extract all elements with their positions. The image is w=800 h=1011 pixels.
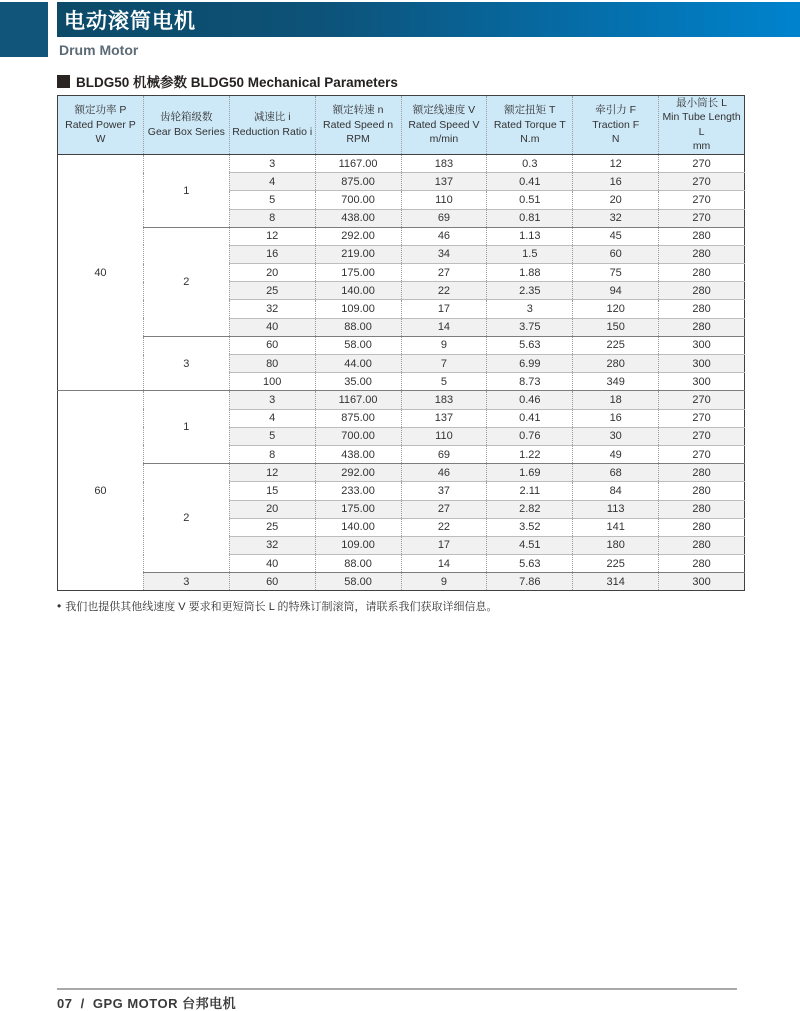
speed-cell: 438.00 [315,209,401,227]
torque-cell: 1.5 [487,245,573,263]
column-header-0: 额定功率 P Rated Power P W [58,96,144,155]
traction-cell: 280 [573,355,659,373]
speed-cell: 1167.00 [315,391,401,409]
traction-cell: 120 [573,300,659,318]
tube-length-cell: 270 [659,154,745,172]
speed-cell: 175.00 [315,500,401,518]
ratio-cell: 3 [229,391,315,409]
series-cell: 3 [143,336,229,391]
line-speed-cell: 22 [401,282,487,300]
traction-cell: 150 [573,318,659,336]
tube-length-cell: 270 [659,173,745,191]
tube-length-cell: 300 [659,355,745,373]
line-speed-cell: 22 [401,518,487,536]
torque-cell: 0.81 [487,209,573,227]
column-header-7: 最小筒长 L Min Tube Length L mm [659,96,745,155]
traction-cell: 30 [573,427,659,445]
table-row [58,573,745,591]
table-body [58,154,745,591]
traction-cell: 16 [573,173,659,191]
footer [57,993,240,1011]
line-speed-cell: 7 [401,355,487,373]
series-cell: 1 [143,391,229,464]
speed-cell: 140.00 [315,518,401,536]
column-header-5: 额定扭矩 T Rated Torque T N.m [487,96,573,155]
traction-cell: 68 [573,464,659,482]
traction-cell: 141 [573,518,659,536]
speed-cell: 35.00 [315,373,401,391]
column-header-2: 减速比 i Reduction Ratio i [229,96,315,155]
page-title-bar [57,2,800,37]
footer-separator: / [80,996,85,1011]
tube-length-cell: 270 [659,427,745,445]
speed-cell: 875.00 [315,409,401,427]
speed-cell: 875.00 [315,173,401,191]
tube-length-cell: 280 [659,555,745,573]
line-speed-cell: 137 [401,409,487,427]
ratio-cell: 3 [229,154,315,172]
section-title [57,71,398,91]
line-speed-cell: 183 [401,391,487,409]
line-speed-cell: 14 [401,555,487,573]
line-speed-cell: 17 [401,300,487,318]
line-speed-cell: 69 [401,209,487,227]
ratio-cell: 8 [229,445,315,463]
mechanical-parameters-table-wrap [57,95,745,591]
ratio-cell: 12 [229,227,315,245]
table-row [58,154,745,172]
line-speed-cell: 5 [401,373,487,391]
tube-length-cell: 280 [659,245,745,263]
line-speed-cell: 46 [401,227,487,245]
speed-cell: 292.00 [315,227,401,245]
column-header-6: 牵引力 F Traction F N [573,96,659,155]
tube-length-cell: 280 [659,464,745,482]
table-row [58,391,745,409]
ratio-cell: 80 [229,355,315,373]
section-square-icon [57,75,70,88]
torque-cell: 5.63 [487,555,573,573]
traction-cell: 32 [573,209,659,227]
traction-cell: 113 [573,500,659,518]
tube-length-cell: 300 [659,336,745,354]
torque-cell: 2.82 [487,500,573,518]
traction-cell: 314 [573,573,659,591]
ratio-cell: 32 [229,300,315,318]
torque-cell: 3.52 [487,518,573,536]
line-speed-cell: 183 [401,154,487,172]
footnote [57,598,497,614]
traction-cell: 349 [573,373,659,391]
traction-cell: 75 [573,264,659,282]
ratio-cell: 25 [229,282,315,300]
tube-length-cell: 270 [659,209,745,227]
speed-cell: 88.00 [315,555,401,573]
torque-cell: 7.86 [487,573,573,591]
ratio-cell: 60 [229,573,315,591]
ratio-cell: 16 [229,245,315,263]
torque-cell: 1.88 [487,264,573,282]
traction-cell: 180 [573,536,659,554]
torque-cell: 2.35 [487,282,573,300]
speed-cell: 175.00 [315,264,401,282]
torque-cell: 3 [487,300,573,318]
traction-cell: 225 [573,555,659,573]
table-row [58,336,745,354]
table-header [58,96,745,155]
line-speed-cell: 9 [401,336,487,354]
ratio-cell: 20 [229,264,315,282]
traction-cell: 60 [573,245,659,263]
footnote-bullet: • [57,599,62,613]
traction-cell: 16 [573,409,659,427]
line-speed-cell: 46 [401,464,487,482]
series-cell: 2 [143,227,229,336]
line-speed-cell: 110 [401,427,487,445]
torque-cell: 0.41 [487,173,573,191]
speed-cell: 140.00 [315,282,401,300]
footer-divider-line [57,988,737,990]
torque-cell: 0.51 [487,191,573,209]
torque-cell: 1.22 [487,445,573,463]
traction-cell: 84 [573,482,659,500]
ratio-cell: 60 [229,336,315,354]
speed-cell: 700.00 [315,427,401,445]
tube-length-cell: 280 [659,227,745,245]
footer-brand: GPG MOTOR 台邦电机 [92,996,237,1011]
line-speed-cell: 69 [401,445,487,463]
torque-cell: 0.41 [487,409,573,427]
speed-cell: 44.00 [315,355,401,373]
column-header-3: 额定转速 n Rated Speed n RPM [315,96,401,155]
table-row [58,227,745,245]
speed-cell: 109.00 [315,300,401,318]
corner-accent-square [0,2,48,57]
footer-page-number: 07 [57,996,73,1011]
mechanical-parameters-table [57,95,745,591]
ratio-cell: 40 [229,555,315,573]
tube-length-cell: 280 [659,500,745,518]
ratio-cell: 100 [229,373,315,391]
column-header-1: 齿轮箱级数 Gear Box Series [143,96,229,155]
table-row [58,464,745,482]
ratio-cell: 15 [229,482,315,500]
ratio-cell: 25 [229,518,315,536]
power-cell: 40 [58,154,144,390]
traction-cell: 225 [573,336,659,354]
tube-length-cell: 280 [659,518,745,536]
series-cell: 2 [143,464,229,573]
ratio-cell: 20 [229,500,315,518]
speed-cell: 438.00 [315,445,401,463]
speed-cell: 700.00 [315,191,401,209]
series-cell: 3 [143,573,229,591]
traction-cell: 45 [573,227,659,245]
power-cell: 60 [58,391,144,591]
torque-cell: 0.76 [487,427,573,445]
tube-length-cell: 270 [659,391,745,409]
speed-cell: 219.00 [315,245,401,263]
section-title-text: BLDG50 机械参数 BLDG50 Mechanical Parameters [76,75,398,90]
traction-cell: 49 [573,445,659,463]
line-speed-cell: 27 [401,264,487,282]
ratio-cell: 12 [229,464,315,482]
traction-cell: 20 [573,191,659,209]
traction-cell: 18 [573,391,659,409]
page-subtitle: Drum Motor [59,42,139,58]
footnote-text: 我们也提供其他线速度 V 要求和更短筒长 L 的特殊订制滚筒，请联系我们获取详细信息。 [65,601,498,613]
traction-cell: 12 [573,154,659,172]
tube-length-cell: 270 [659,409,745,427]
torque-cell: 5.63 [487,336,573,354]
ratio-cell: 8 [229,209,315,227]
line-speed-cell: 14 [401,318,487,336]
ratio-cell: 32 [229,536,315,554]
speed-cell: 292.00 [315,464,401,482]
torque-cell: 1.69 [487,464,573,482]
speed-cell: 109.00 [315,536,401,554]
tube-length-cell: 280 [659,282,745,300]
tube-length-cell: 270 [659,445,745,463]
line-speed-cell: 17 [401,536,487,554]
torque-cell: 8.73 [487,373,573,391]
tube-length-cell: 280 [659,318,745,336]
line-speed-cell: 9 [401,573,487,591]
tube-length-cell: 300 [659,373,745,391]
torque-cell: 4.51 [487,536,573,554]
ratio-cell: 5 [229,427,315,445]
line-speed-cell: 34 [401,245,487,263]
series-cell: 1 [143,154,229,227]
line-speed-cell: 27 [401,500,487,518]
line-speed-cell: 110 [401,191,487,209]
speed-cell: 1167.00 [315,154,401,172]
tube-length-cell: 280 [659,536,745,554]
torque-cell: 3.75 [487,318,573,336]
tube-length-cell: 280 [659,300,745,318]
torque-cell: 1.13 [487,227,573,245]
speed-cell: 58.00 [315,336,401,354]
traction-cell: 94 [573,282,659,300]
torque-cell: 6.99 [487,355,573,373]
page-title: 电动滚筒电机 [64,9,196,33]
tube-length-cell: 270 [659,191,745,209]
ratio-cell: 4 [229,409,315,427]
torque-cell: 0.3 [487,154,573,172]
tube-length-cell: 280 [659,264,745,282]
speed-cell: 58.00 [315,573,401,591]
ratio-cell: 4 [229,173,315,191]
speed-cell: 233.00 [315,482,401,500]
column-header-4: 额定线速度 V Rated Speed V m/min [401,96,487,155]
line-speed-cell: 37 [401,482,487,500]
line-speed-cell: 137 [401,173,487,191]
ratio-cell: 40 [229,318,315,336]
speed-cell: 88.00 [315,318,401,336]
tube-length-cell: 280 [659,482,745,500]
tube-length-cell: 300 [659,573,745,591]
torque-cell: 2.11 [487,482,573,500]
torque-cell: 0.46 [487,391,573,409]
ratio-cell: 5 [229,191,315,209]
